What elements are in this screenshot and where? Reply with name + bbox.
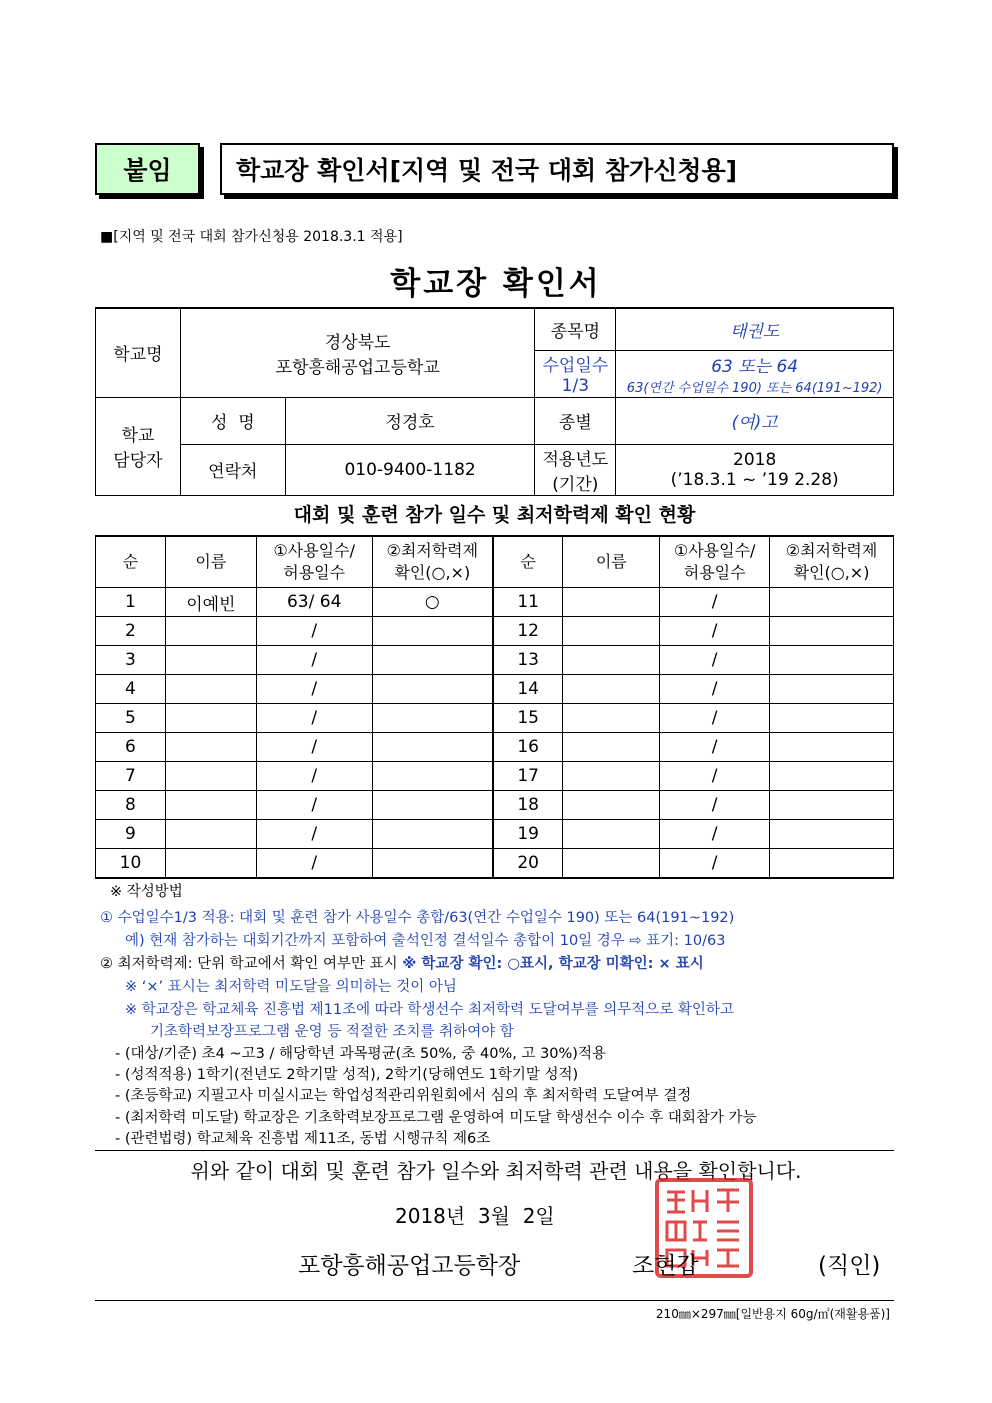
row-check (372, 704, 493, 733)
row-name (165, 820, 256, 849)
row-no: 4 (96, 675, 166, 704)
row-no: 14 (493, 675, 563, 704)
header-days-left (256, 536, 372, 588)
row-no: 12 (493, 617, 563, 646)
school-region: 경상북도 (324, 332, 391, 353)
note-1-line2: 예) 현재 참가하는 대회기간까지 포함하여 출석인정 결석일수 총합이 10일 경우 ⇨ 표기: 10/63 (125, 933, 726, 949)
year-label-line1: 적용년도 (542, 449, 609, 470)
notes-heading: ※ 작성방법 (110, 884, 183, 900)
row-days: / (256, 791, 372, 820)
row-days: / (660, 820, 770, 849)
table-header-row (96, 536, 894, 588)
row-name (165, 617, 256, 646)
gender-label: 종별 (535, 397, 616, 444)
row-check (372, 733, 493, 762)
row-check (770, 646, 894, 675)
row-days: / (660, 849, 770, 879)
row-no: 19 (493, 820, 563, 849)
note-2-emphasis: ※ 학교장 확인: ○표시, 학교장 미확인: × 표시 (402, 956, 704, 972)
header-days-line1: ①사용일수/ (273, 541, 355, 560)
row-no: 1 (96, 588, 166, 617)
manager-label-line2: 담당자 (113, 451, 163, 471)
row-days: / (660, 733, 770, 762)
row-name (563, 791, 660, 820)
confirm-statement: 위와 같이 대회 및 훈련 참가 일수와 최저학력 관련 내용을 확인합니다. (190, 1159, 802, 1183)
header-no-right: 순 (493, 536, 563, 588)
row-check (770, 617, 894, 646)
row-days: / (660, 588, 770, 617)
bullet-3-text: - (초등학교) 지필고사 미실시교는 학업성적관리위원회에서 심의 후 최저학력 도달여부 결정 (115, 1088, 692, 1104)
row-check (372, 646, 493, 675)
row-name (563, 588, 660, 617)
row-no: 8 (96, 791, 166, 820)
row-check (372, 675, 493, 704)
row-no: 9 (96, 820, 166, 849)
header-no-left: 순 (96, 536, 166, 588)
row-check (770, 820, 894, 849)
row-check (372, 791, 493, 820)
bullet-2: - (성적적용) 1학기(전년도 2학기말 성적), 2학기(당해연도 1학기말 성적) (115, 1067, 579, 1083)
row-name (165, 675, 256, 704)
row-name (165, 646, 256, 675)
class-days-value (616, 350, 894, 397)
row-days: / (660, 704, 770, 733)
row-no: 2 (96, 617, 166, 646)
note-2 (100, 952, 704, 973)
row-days: / (660, 675, 770, 704)
row-days: 63/ 64 (256, 588, 372, 617)
year-value (616, 444, 894, 495)
row-days: / (256, 617, 372, 646)
school-label: 학교명 (96, 308, 181, 397)
year-label-line2: (기간) (552, 474, 599, 495)
header-check-line1: ②최저학력제 (386, 541, 479, 560)
bullet-1: - (대상/기준) 초4 ~고3 / 해당학년 과목평균(초 50%, 중 40%, 고 30%)적용 (115, 1046, 606, 1062)
row-days: / (256, 646, 372, 675)
contact-label: 연락처 (180, 444, 285, 495)
manager-label-line1: 학교 (121, 426, 155, 446)
row-no: 3 (96, 646, 166, 675)
page-title: 학교장 확인서 (390, 266, 602, 302)
class-days-label-line2: 1/3 (561, 376, 590, 396)
class-days-value-line1: 63 또는 64 (711, 356, 799, 377)
row-name: 이예빈 (165, 588, 256, 617)
table-row (96, 675, 894, 704)
row-name (563, 617, 660, 646)
row-name (165, 849, 256, 879)
table-row (96, 646, 894, 675)
footer-divider (95, 1300, 894, 1301)
row-name (165, 762, 256, 791)
apply-note: ■[지역 및 전국 대회 참가신청용 2018.3.1 적용] (100, 229, 403, 245)
year-value-line1: 2018 (733, 449, 777, 470)
header-name-left: 이름 (165, 536, 256, 588)
bullet-3 (115, 1084, 691, 1105)
row-days: / (256, 675, 372, 704)
row-days: / (256, 849, 372, 879)
row-check (770, 762, 894, 791)
seal-label: (직인) (818, 1253, 881, 1279)
note-1-line1: ① 수업일수1/3 적용: 대회 및 훈련 참가 사용일수 총합/63(연간 수업일수 190) 또는 64(191~192) (100, 910, 735, 926)
school-value (180, 308, 535, 397)
header-days-line1: ①사용일수/ (673, 541, 756, 560)
row-name (165, 791, 256, 820)
row-name (563, 849, 660, 879)
row-check (372, 820, 493, 849)
row-days: / (256, 820, 372, 849)
row-no: 10 (96, 849, 166, 879)
table-row (96, 762, 894, 791)
header-days-right (660, 536, 770, 588)
row-check (770, 733, 894, 762)
row-check (770, 588, 894, 617)
row-check (770, 704, 894, 733)
participation-table (95, 535, 894, 879)
row-name (165, 704, 256, 733)
row-no: 7 (96, 762, 166, 791)
paper-spec-footer: 210㎜×297㎜[일반용지 60g/㎡(재활용품)] (655, 1307, 890, 1321)
class-days-label (535, 350, 616, 397)
bullet-4: - (최저학력 미도달) 학교장은 기초학력보장프로그램 운영하여 미도달 학생선수 이수 후 대회참가 가능 (115, 1110, 757, 1126)
class-days-value-line2: 63(연간 수업일수 190) 또는 64(191~192) (626, 380, 883, 396)
header-name-right: 이름 (563, 536, 660, 588)
header-check-right (770, 536, 894, 588)
name-value: 정경호 (285, 397, 535, 444)
signatory-school: 포항흥해공업고등학장 (298, 1253, 521, 1279)
row-no: 11 (493, 588, 563, 617)
row-name (563, 733, 660, 762)
note-2-text: ② 최저학력제: 단위 학교에서 확인 여부만 표시 (100, 956, 403, 972)
class-days-label-line1: 수업일수 (542, 356, 609, 376)
header-check-left (372, 536, 493, 588)
header-check-line1: ②최저학력제 (785, 541, 878, 560)
table-row (96, 733, 894, 762)
row-no: 13 (493, 646, 563, 675)
row-days: / (256, 762, 372, 791)
row-days: / (256, 704, 372, 733)
row-name (563, 762, 660, 791)
signatory-name: 조현갑 (632, 1253, 699, 1279)
gender-value: (여)고 (616, 397, 894, 444)
note-3: ※ ‘×’ 표시는 최저학력 미도달을 의미하는 것이 아님 (125, 979, 457, 995)
row-days: / (660, 762, 770, 791)
note-4-line2: 기초학력보장프로그램 운영 등 적절한 조치를 취하여야 함 (150, 1024, 514, 1040)
table-row (96, 588, 894, 617)
row-check (770, 849, 894, 879)
section-title: 대회 및 훈련 참가 일수 및 최저학력제 확인 현황 (293, 504, 696, 526)
year-value-line2: (’18.3.1 ~ ’19 2.28) (670, 469, 839, 490)
row-name (165, 733, 256, 762)
table-row (96, 820, 894, 849)
row-name (563, 646, 660, 675)
note-4-line1: ※ 학교장은 학교체육 진흥법 제11조에 따라 학생선수 최저학력 도달여부를 의무적으로 확인하고 (125, 1002, 734, 1018)
row-no: 6 (96, 733, 166, 762)
header-days-line2: 허용일수 (283, 563, 346, 582)
row-check (372, 849, 493, 879)
row-days: / (660, 646, 770, 675)
row-days: / (256, 733, 372, 762)
table-row (96, 791, 894, 820)
name-label: 성 명 (180, 397, 285, 444)
row-days: / (660, 791, 770, 820)
row-check (372, 762, 493, 791)
header-check-line2: 확인(○,×) (394, 563, 471, 582)
table-row (96, 617, 894, 646)
attachment-badge: 붙임 (95, 143, 200, 195)
event-value: 태권도 (616, 308, 894, 350)
row-name (563, 820, 660, 849)
row-no: 18 (493, 791, 563, 820)
manager-label (96, 397, 181, 495)
row-no: 5 (96, 704, 166, 733)
document-header-title: 학교장 확인서[지역 및 전국 대회 참가신청용] (220, 143, 894, 195)
contact-value: 010-9400-1182 (285, 444, 535, 495)
row-no: 20 (493, 849, 563, 879)
row-no: 15 (493, 704, 563, 733)
table-row (96, 704, 894, 733)
row-check (770, 791, 894, 820)
header-check-line2: 확인(○,×) (793, 563, 870, 582)
row-check (770, 675, 894, 704)
year-label (535, 444, 616, 495)
issue-date: 2018년 3월 2일 (395, 1204, 555, 1228)
row-days: / (660, 617, 770, 646)
row-name (563, 704, 660, 733)
school-name: 포항흥해공업고등학교 (275, 357, 440, 378)
table-row (96, 849, 894, 879)
header-days-line2: 허용일수 (683, 563, 746, 582)
row-no: 17 (493, 762, 563, 791)
row-check: ○ (372, 588, 493, 617)
row-check (372, 617, 493, 646)
bullet-5: - (관련법령) 학교체육 진흥법 제11조, 동법 시행규칙 제6조 (115, 1131, 491, 1147)
divider (95, 1150, 894, 1151)
info-table (95, 307, 894, 496)
row-name (563, 675, 660, 704)
event-label: 종목명 (535, 308, 616, 350)
row-no: 16 (493, 733, 563, 762)
